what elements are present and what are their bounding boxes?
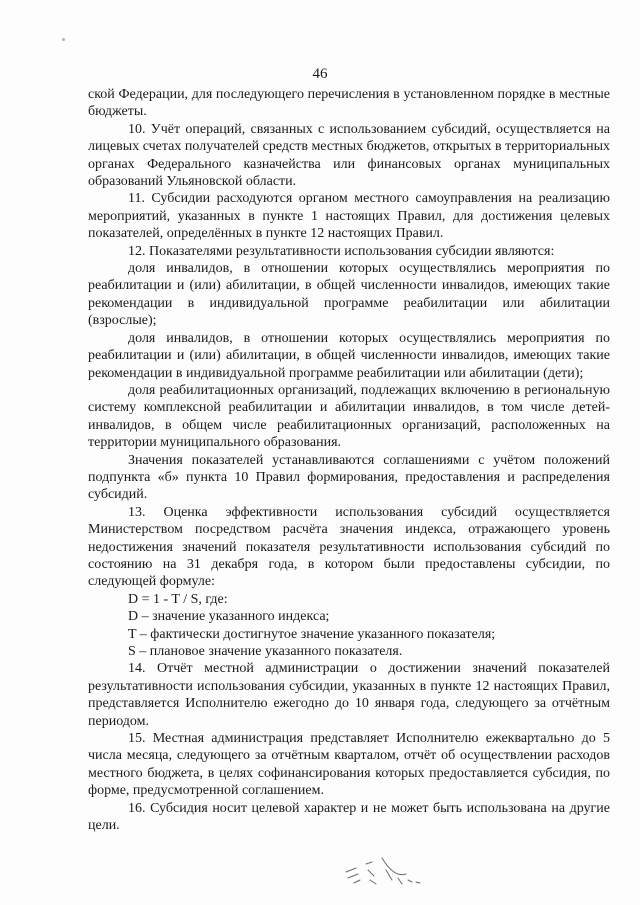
paragraph-13: 13. Оценка эффективности использования субсидий осуществляется Министерством посредством расчёта значения индекса, отражающего уровень недостижения значений показателя результативности использования субсидий по состоянию на 31 декабря года, в котором были предоставлены субсидии, по следующей формуле: — [88, 504, 610, 590]
formula-definition-s: S – плановое значение указанного показателя. — [128, 644, 403, 659]
document-body — [88, 86, 610, 834]
paragraph-16: 16. Субсидия носит целевой характер и не может быть использована на другие цели. — [88, 800, 610, 834]
paragraph-14: 14. Отчёт местной администрации о достижении значений показателей результативности использования субсидии, указанных в пункте 12 настоящих Правил, представляется Исполнителю ежегодно до 10 января года, следующего за отчётным периодом. — [88, 661, 610, 729]
indicator-adults: доля инвалидов, в отношении которых осуществлялись мероприятия по реабилитации и (или) абилитации, в общей численности инвалидов, имеющих такие рекомендации в индивидуальной программе реабилитации или абилитации (взрослые); — [88, 261, 610, 329]
paragraph-11: 11. Субсидии расходуются органом местного самоуправления на реализацию мероприятий, указанных в пункте 1 настоящих Правил, для достижения целевых показателей, определённых в пункте 12 настоящих Правил. — [88, 191, 610, 242]
scan-dot — [62, 38, 65, 41]
formula-definition-d: D – значение указанного индекса; — [128, 609, 330, 625]
formula-definition-t: T – фактически достигнутое значение указанного показателя; — [128, 626, 496, 642]
paragraph-12: 12. Показателями результативности использования субсидии являются: — [128, 243, 555, 259]
paragraph-indicator-values: Значения показателей устанавливаются соглашениями с учётом положений подпункта «б» пункта 10 Правил формирования, предоставления и распределения субсидий. — [88, 452, 610, 503]
handwritten-signature-icon — [342, 850, 432, 890]
indicator-children: доля инвалидов, в отношении которых осуществлялись мероприятия по реабилитации и (или) абилитации, в общей численности инвалидов, имеющих такие рекомендации в индивидуальной программе реабилитации или абилитации (дети); — [88, 330, 610, 381]
paragraph-continuation: ской Федерации, для последующего перечисления в установленном порядке в местные бюджеты. — [88, 87, 610, 120]
formula: D = 1 - T / S, где: — [128, 591, 228, 607]
page-number: 46 — [312, 66, 328, 82]
indicator-organizations: доля реабилитационных организаций, подлежащих включению в региональную систему комплексной реабилитации и абилитации инвалидов, в том числе детей-инвалидов, в общем числе реабилитационных организаций, расположенных на территории муниципального образования. — [88, 382, 610, 451]
paragraph-15: 15. Местная администрация представляет Исполнителю ежеквартально до 5 числа месяца, следующего за отчётным кварталом, отчёт об осуществлении расходов местного бюджета, в целях софинансирования которых предоставляется субсидия, по форме, предусмотренной соглашением. — [88, 731, 610, 799]
paragraph-10: 10. Учёт операций, связанных с использованием субсидий, осуществляется на лицевых счетах получателей средств местных бюджетов, открытых в территориальных органах Федерального казначейства или финансовых органах муниципальных образований Ульяновской области. — [88, 121, 610, 190]
